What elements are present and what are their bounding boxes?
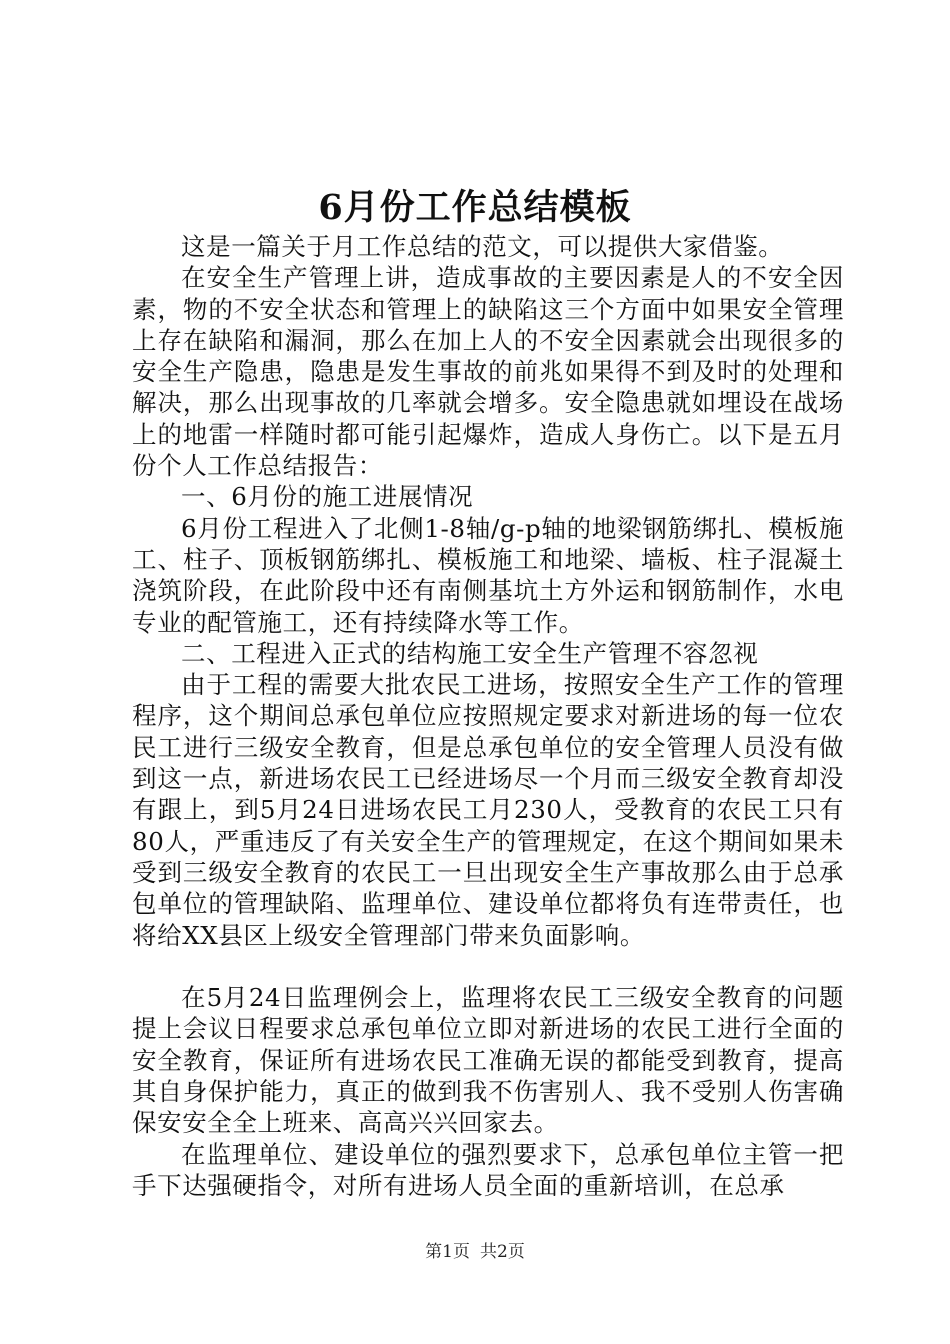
paragraph-worker-education: 由于工程的需要大批农民工进场，按照安全生产工作的管理程序，这个期间总承包单位应按照规定要求对新进场的每一位农民工进行三级安全教育，但是总承包单位的安全管理人员没有做到这一点，新进场农民工已经进场尽一个月而三级安全教育却没有跟上，到5月24日进场农民工月230人，受教育的农民工只有80人，严重违反了有关安全生产的管理规定，在这个期间如果未受到三级安全教育的农民工一旦出现安全生产事故那么由于总承包单位的管理缺陷、监理单位、建设单位都将负有连带责任，也将给XX县区上级安全管理部门带来负面影响。 <box>132 670 844 950</box>
document-body <box>132 231 844 1201</box>
section-heading-progress: 一、6月份的施工进展情况 <box>181 482 474 512</box>
paragraph-intro: 这是一篇关于月工作总结的范文，可以提供大家借鉴。 <box>181 232 784 261</box>
paragraph-safety-management: 在安全生产管理上讲，造成事故的主要因素是人的不安全因素，物的不安全状态和管理上的缺陷这三个方面中如果安全管理上存在缺陷和漏洞，那么在加上人的不安全因素就会出现很多的安全生产隐患，隐患是发生事故的前兆如果得不到及时的处理和解决，那么出现事故的几率就会增多。安全隐患就如埋设在战场上的地雷一样随时都可能引起爆炸，造成人身伤亡。以下是五月份个人工作总结报告： <box>132 263 844 481</box>
page-footer <box>0 1240 950 1264</box>
paragraph-meeting: 在5月24日监理例会上，监理将农民工三级安全教育的问题提上会议日程要求总承包单位立即对新进场的农民工进行全面的安全教育，保证所有进场农民工准确无误的都能受到教育，提高其自身保护能力，真正的做到我不伤害别人、我不受别人伤害确保安安全全上班来、高高兴兴回家去。 <box>132 983 844 1138</box>
paragraph-progress: 6月份工程进入了北侧1-8轴/g-p轴的地梁钢筋绑扎、模板施工、柱子、顶板钢筋绑扎、模板施工和地梁、墙板、柱子混凝土浇筑阶段，在此阶段中还有南侧基坑土方外运和钢筋制作，水电专业的配管施工，还有持续降水等工作。 <box>132 513 844 637</box>
page-total: 共2页 <box>480 1242 525 1262</box>
section-heading-structure-safety: 二、工程进入正式的结构施工安全生产管理不容忽视 <box>181 638 759 668</box>
document-title: 6月份工作总结模板 <box>318 187 632 228</box>
page-number: 第1页 <box>425 1242 470 1262</box>
blank-line <box>132 951 844 982</box>
paragraph-retraining: 在监理单位、建设单位的强烈要求下，总承包单位主管一把手下达强硬指令，对所有进场人员全面的重新培训，在总承 <box>132 1139 844 1200</box>
